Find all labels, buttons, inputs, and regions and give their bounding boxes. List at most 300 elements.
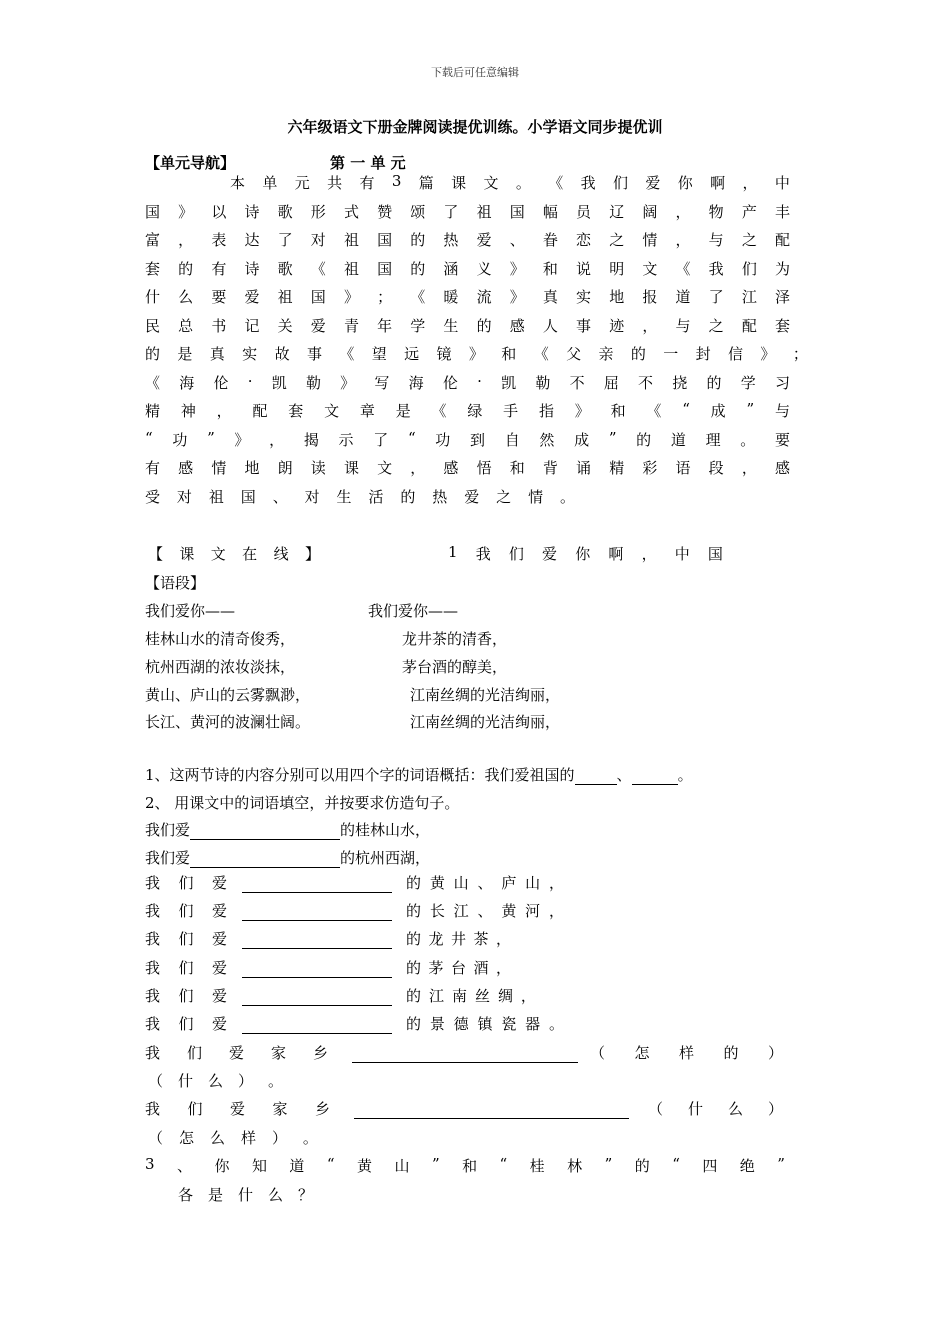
fill-line bbox=[145, 928, 511, 949]
char: ， bbox=[216, 402, 232, 420]
char: 地 bbox=[609, 288, 625, 306]
char: 么 bbox=[727, 1100, 743, 1118]
char: 国 bbox=[707, 545, 723, 563]
char: 《 bbox=[339, 345, 355, 363]
char: 爱 bbox=[476, 231, 492, 249]
char: 我 bbox=[145, 987, 161, 1005]
char: 手 bbox=[503, 402, 519, 420]
char: 爱 bbox=[211, 930, 227, 948]
char: 海 bbox=[179, 374, 195, 392]
char: ， bbox=[675, 203, 691, 221]
char: 知 bbox=[251, 1157, 267, 1175]
char: 产 bbox=[741, 203, 757, 221]
char: 们 bbox=[741, 260, 757, 278]
char: 的 bbox=[145, 345, 161, 363]
fill-line bbox=[145, 847, 430, 868]
char: 江 bbox=[428, 987, 444, 1005]
char: 龙 bbox=[428, 930, 444, 948]
char: 的 bbox=[406, 902, 422, 920]
char: 的 bbox=[476, 317, 492, 335]
char: 信 bbox=[728, 345, 744, 363]
char: 爱 bbox=[244, 288, 260, 306]
answer-blank[interactable] bbox=[242, 933, 392, 949]
char: 的 bbox=[410, 231, 426, 249]
char: 迹 bbox=[609, 317, 625, 335]
char: 的 bbox=[706, 374, 722, 392]
char: 爱 bbox=[211, 987, 227, 1005]
char: 我 bbox=[145, 874, 161, 892]
answer-blank[interactable] bbox=[352, 1047, 578, 1063]
char: 国 bbox=[377, 231, 393, 249]
question-1 bbox=[145, 764, 693, 785]
char: 套 bbox=[288, 402, 304, 420]
char: 有 bbox=[359, 174, 375, 192]
char: 们 bbox=[178, 1015, 194, 1033]
char: 和 bbox=[610, 402, 626, 420]
answer-blank[interactable] bbox=[242, 1018, 392, 1034]
char: ” bbox=[746, 400, 755, 418]
char: 黄 bbox=[429, 874, 445, 892]
char: 们 bbox=[186, 1044, 202, 1062]
char: 章 bbox=[359, 402, 375, 420]
char: 勒 bbox=[305, 374, 321, 392]
char: 》 bbox=[574, 402, 590, 420]
char: 器 bbox=[525, 1015, 541, 1033]
char: 读 bbox=[310, 459, 326, 477]
char: 真 bbox=[542, 288, 558, 306]
char: 父 bbox=[566, 345, 582, 363]
char: 实 bbox=[242, 345, 258, 363]
char: 感 bbox=[178, 459, 194, 477]
char: 《 bbox=[533, 345, 549, 363]
char: 瓷 bbox=[501, 1015, 517, 1033]
char: 的 bbox=[636, 431, 652, 449]
char: “ bbox=[682, 400, 690, 418]
char: 。 bbox=[740, 431, 756, 449]
char: 的 bbox=[400, 488, 416, 506]
char: 祖 bbox=[343, 260, 359, 278]
char: 祖 bbox=[208, 488, 224, 506]
char: “ bbox=[407, 429, 416, 447]
char: 国 bbox=[310, 288, 326, 306]
char: 。 bbox=[267, 1072, 283, 1090]
char: 写 bbox=[374, 374, 390, 392]
char: 江 bbox=[741, 288, 757, 306]
char: 了 bbox=[708, 288, 724, 306]
char: 诗 bbox=[244, 260, 260, 278]
intro-line bbox=[145, 400, 790, 421]
char: 课 bbox=[179, 545, 195, 563]
char: 暖 bbox=[443, 288, 459, 306]
char: ， bbox=[178, 231, 194, 249]
char: 我 bbox=[145, 1044, 161, 1062]
char: · bbox=[477, 372, 482, 390]
char: 我 bbox=[580, 174, 596, 192]
char: 。 bbox=[515, 174, 531, 192]
char: 物 bbox=[708, 203, 724, 221]
char: 成 bbox=[574, 431, 590, 449]
intro-line bbox=[145, 229, 790, 250]
char: 示 bbox=[338, 431, 354, 449]
char: 达 bbox=[244, 231, 260, 249]
char: 们 bbox=[178, 902, 194, 920]
poem-right-line: 茅台酒的醇美， bbox=[402, 658, 508, 676]
question-1-text: 1、这两节诗的内容分别可以用四个字的词语概括：我们爱祖国的 bbox=[145, 766, 575, 784]
char: 的 bbox=[406, 1015, 422, 1033]
char: 情 bbox=[642, 231, 658, 249]
char: 不 bbox=[638, 374, 654, 392]
fill-prefix bbox=[145, 872, 227, 893]
char: 怎 bbox=[178, 1129, 194, 1147]
poem-left-line: 黄山、庐山的云雾飘渺， bbox=[145, 686, 311, 704]
lesson-title bbox=[448, 543, 723, 564]
char: 我 bbox=[145, 930, 161, 948]
char: （ bbox=[148, 1072, 164, 1090]
char: 功 bbox=[172, 431, 188, 449]
poem-left-line: 我们爱你—— bbox=[145, 602, 236, 620]
char: 感 bbox=[774, 459, 790, 477]
char: 南 bbox=[451, 987, 467, 1005]
char: 茶 bbox=[473, 930, 489, 948]
char: 本 bbox=[230, 174, 246, 192]
char: ？ bbox=[297, 1186, 313, 1204]
intro-line bbox=[145, 372, 790, 393]
char: ” bbox=[604, 1155, 613, 1173]
char: 记 bbox=[244, 317, 260, 335]
char: 凯 bbox=[271, 374, 287, 392]
char: 朗 bbox=[277, 459, 293, 477]
char: 赞 bbox=[377, 203, 393, 221]
char: 生 bbox=[336, 488, 352, 506]
page-header: 下载后可任意编辑 bbox=[431, 66, 519, 79]
char: 表 bbox=[211, 231, 227, 249]
poem-right-line: 江南丝绸的光洁绚丽， bbox=[410, 713, 561, 731]
intro-line bbox=[145, 429, 790, 450]
char: 们 bbox=[613, 174, 629, 192]
char: 爱 bbox=[310, 317, 326, 335]
char: 是 bbox=[207, 1186, 223, 1204]
char: 形 bbox=[310, 203, 326, 221]
char: 习 bbox=[774, 374, 790, 392]
online-label bbox=[148, 543, 320, 564]
fill-prefix: 我们爱 bbox=[145, 849, 191, 867]
char: 台 bbox=[450, 959, 466, 977]
char: 《 bbox=[310, 260, 326, 278]
char: 情 bbox=[528, 488, 544, 506]
char: 生 bbox=[443, 317, 459, 335]
char: 书 bbox=[211, 317, 227, 335]
char: 勒 bbox=[535, 374, 551, 392]
char: 、 bbox=[477, 902, 493, 920]
char: 》 bbox=[468, 345, 484, 363]
char: 。 bbox=[302, 1129, 318, 1147]
answer-blank[interactable] bbox=[632, 769, 678, 785]
char: 黄 bbox=[501, 902, 517, 920]
char: 山 bbox=[453, 874, 469, 892]
char: 啊 bbox=[608, 545, 624, 563]
char: 江 bbox=[453, 902, 469, 920]
char: ） bbox=[767, 1044, 783, 1062]
char: 爱 bbox=[211, 874, 227, 892]
char: ， bbox=[548, 874, 564, 892]
char: 林 bbox=[567, 1157, 583, 1175]
intro-line bbox=[145, 201, 790, 222]
char: 河 bbox=[525, 902, 541, 920]
char: 对 bbox=[176, 488, 192, 506]
answer-blank[interactable] bbox=[242, 905, 392, 921]
char: 你 bbox=[214, 1157, 230, 1175]
char: ， bbox=[641, 545, 657, 563]
char: 、 bbox=[509, 231, 525, 249]
char: 《 bbox=[646, 402, 662, 420]
char: 乡 bbox=[312, 1044, 328, 1062]
fill-suffix bbox=[406, 872, 564, 893]
char: 与 bbox=[708, 231, 724, 249]
char: 爱 bbox=[542, 545, 558, 563]
char: 样 bbox=[240, 1129, 256, 1147]
char: 我 bbox=[145, 1100, 161, 1118]
char: 民 bbox=[145, 317, 161, 335]
char: 井 bbox=[450, 930, 466, 948]
char: 我 bbox=[145, 959, 161, 977]
char: “ bbox=[499, 1155, 508, 1173]
char: 幅 bbox=[542, 203, 558, 221]
answer-blank[interactable] bbox=[575, 769, 617, 785]
char: ， bbox=[520, 987, 536, 1005]
char: 怎 bbox=[634, 1044, 650, 1062]
char: 富 bbox=[145, 231, 161, 249]
char: ， bbox=[675, 231, 691, 249]
char: 《 bbox=[145, 374, 161, 392]
char: 到 bbox=[470, 431, 486, 449]
char: （ bbox=[648, 1100, 664, 1118]
char: 《 bbox=[675, 260, 691, 278]
char: 我 bbox=[475, 545, 491, 563]
char: 颂 bbox=[410, 203, 426, 221]
char: 与 bbox=[675, 317, 691, 335]
char: 国 bbox=[145, 203, 161, 221]
char: ” bbox=[431, 1155, 440, 1173]
answer-blank[interactable] bbox=[242, 962, 392, 978]
char: 《 bbox=[431, 402, 447, 420]
char: 之 bbox=[609, 231, 625, 249]
question-end: 。 bbox=[677, 766, 693, 784]
fill-prefix bbox=[145, 985, 227, 1006]
char: 1 bbox=[448, 543, 458, 561]
char: 以 bbox=[211, 203, 227, 221]
char: 了 bbox=[373, 431, 389, 449]
char: 流 bbox=[476, 288, 492, 306]
char: 庐 bbox=[501, 874, 517, 892]
fill-suffix: 的桂林山水， bbox=[340, 821, 431, 839]
char: 了 bbox=[443, 203, 459, 221]
char: 祖 bbox=[343, 231, 359, 249]
char: 什 bbox=[687, 1100, 703, 1118]
char: 伦 bbox=[213, 374, 229, 392]
char: 、 bbox=[272, 488, 288, 506]
char: 学 bbox=[410, 317, 426, 335]
char: 成 bbox=[710, 402, 726, 420]
document-title: 六年级语文下册金牌阅读提优训练。小学语文同步提优训 bbox=[287, 118, 663, 136]
char: 的 bbox=[406, 987, 422, 1005]
char: ； bbox=[377, 288, 393, 306]
char: 们 bbox=[178, 987, 194, 1005]
char: 文 bbox=[377, 459, 393, 477]
char: 绿 bbox=[467, 402, 483, 420]
char: 文 bbox=[210, 545, 226, 563]
char: 海 bbox=[408, 374, 424, 392]
char: ” bbox=[207, 429, 215, 447]
intro-line bbox=[145, 343, 808, 364]
char: 报 bbox=[642, 288, 658, 306]
char: 式 bbox=[343, 203, 359, 221]
char: ） bbox=[237, 1072, 253, 1090]
char: 中 bbox=[774, 174, 790, 192]
char: 国 bbox=[377, 260, 393, 278]
char: 悟 bbox=[476, 459, 492, 477]
char: 之 bbox=[708, 317, 724, 335]
fill-prefix bbox=[145, 1098, 330, 1119]
char: 祖 bbox=[476, 203, 492, 221]
unit-nav-label: 【单元导航】 bbox=[145, 154, 236, 172]
char: 要 bbox=[774, 431, 790, 449]
char: “ bbox=[326, 1155, 335, 1173]
char: 们 bbox=[508, 545, 524, 563]
char: 亲 bbox=[598, 345, 614, 363]
char: 文 bbox=[483, 174, 499, 192]
char: 远 bbox=[404, 345, 420, 363]
char: 热 bbox=[432, 488, 448, 506]
char: 泽 bbox=[774, 288, 790, 306]
char: 地 bbox=[244, 459, 260, 477]
char: 样 bbox=[678, 1044, 694, 1062]
char: 故 bbox=[274, 345, 290, 363]
char: 感 bbox=[443, 459, 459, 477]
char: 山 bbox=[394, 1157, 410, 1175]
char: 爱 bbox=[228, 1044, 244, 1062]
char: 道 bbox=[289, 1157, 305, 1175]
char: 望 bbox=[371, 345, 387, 363]
char: 与 bbox=[774, 402, 790, 420]
fill-prefix: 我们爱 bbox=[145, 821, 191, 839]
char: 了 bbox=[277, 231, 293, 249]
separator: 、 bbox=[616, 766, 632, 784]
char: 辽 bbox=[609, 203, 625, 221]
char: 么 bbox=[207, 1072, 223, 1090]
fill-line bbox=[145, 872, 564, 893]
char: ） bbox=[767, 1100, 783, 1118]
char: 对 bbox=[310, 231, 326, 249]
char: 的 bbox=[178, 260, 194, 278]
char: 镇 bbox=[477, 1015, 493, 1033]
char: 热 bbox=[443, 231, 459, 249]
char: 》 bbox=[343, 288, 359, 306]
char: 和 bbox=[509, 459, 525, 477]
char: ； bbox=[792, 345, 808, 363]
char: 爱 bbox=[211, 902, 227, 920]
char: 课 bbox=[451, 174, 467, 192]
char: 道 bbox=[675, 288, 691, 306]
char: 么 bbox=[209, 1129, 225, 1147]
char: 家 bbox=[270, 1044, 286, 1062]
char: 事 bbox=[576, 317, 592, 335]
char: 共 bbox=[327, 174, 343, 192]
char: 》 bbox=[509, 288, 525, 306]
char: 》 bbox=[340, 374, 356, 392]
char: 《 bbox=[548, 174, 564, 192]
char: 揭 bbox=[303, 431, 319, 449]
char: ” bbox=[608, 429, 617, 447]
char: 镜 bbox=[436, 345, 452, 363]
char: 的 bbox=[634, 1157, 650, 1175]
char: 道 bbox=[670, 431, 686, 449]
char: 。 bbox=[559, 488, 575, 506]
char: 诗 bbox=[244, 203, 260, 221]
char: 指 bbox=[538, 402, 554, 420]
question-2: 2、 用课文中的词语填空，并按要求仿造句子。 bbox=[145, 794, 460, 812]
char: 阔 bbox=[642, 203, 658, 221]
char: 自 bbox=[504, 431, 520, 449]
char: 】 bbox=[304, 545, 320, 563]
answer-blank[interactable] bbox=[354, 1103, 629, 1119]
char: 眷 bbox=[542, 231, 558, 249]
char: 段 bbox=[708, 459, 724, 477]
char: 我 bbox=[708, 260, 724, 278]
char: 不 bbox=[569, 374, 585, 392]
char: 受 bbox=[145, 488, 161, 506]
char: 什 bbox=[237, 1186, 253, 1204]
char: 的 bbox=[630, 345, 646, 363]
char: 3 bbox=[145, 1155, 155, 1173]
char: 绸 bbox=[497, 987, 513, 1005]
answer-blank[interactable] bbox=[242, 990, 392, 1006]
intro-line bbox=[230, 172, 790, 193]
poem-left-line: 杭州西湖的浓妆淡抹， bbox=[145, 658, 296, 676]
answer-blank[interactable] bbox=[242, 877, 392, 893]
char: 配 bbox=[252, 402, 268, 420]
char: 们 bbox=[178, 930, 194, 948]
fill-hint-cont bbox=[148, 1127, 318, 1148]
char: 你 bbox=[575, 545, 591, 563]
char: 们 bbox=[178, 959, 194, 977]
answer-blank[interactable] bbox=[190, 852, 340, 868]
poem-right-line: 龙井茶的清香， bbox=[402, 630, 508, 648]
char: 彩 bbox=[642, 459, 658, 477]
hometown-line bbox=[145, 1042, 578, 1063]
char: 你 bbox=[677, 174, 693, 192]
char: 和 bbox=[542, 260, 558, 278]
char: 国 bbox=[240, 488, 256, 506]
char: 3 bbox=[391, 172, 402, 190]
char: 为 bbox=[774, 260, 790, 278]
poem-left-line: 长江、黄河的波澜壮阔。 bbox=[145, 713, 311, 731]
char: 课 bbox=[343, 459, 359, 477]
char: 酒 bbox=[473, 959, 489, 977]
intro-line bbox=[145, 486, 575, 507]
char: 各 bbox=[178, 1186, 194, 1204]
char: 爱 bbox=[211, 959, 227, 977]
char: 员 bbox=[576, 203, 592, 221]
unit-title: 第 一 单 元 bbox=[330, 154, 406, 172]
char: 真 bbox=[209, 345, 225, 363]
answer-blank[interactable] bbox=[190, 824, 340, 840]
char: 套 bbox=[774, 317, 790, 335]
poem-left-line: 桂林山水的清奇俊秀， bbox=[145, 630, 296, 648]
char: ， bbox=[495, 930, 511, 948]
char: 挠 bbox=[672, 374, 688, 392]
char: 感 bbox=[509, 317, 525, 335]
char: 恋 bbox=[576, 231, 592, 249]
